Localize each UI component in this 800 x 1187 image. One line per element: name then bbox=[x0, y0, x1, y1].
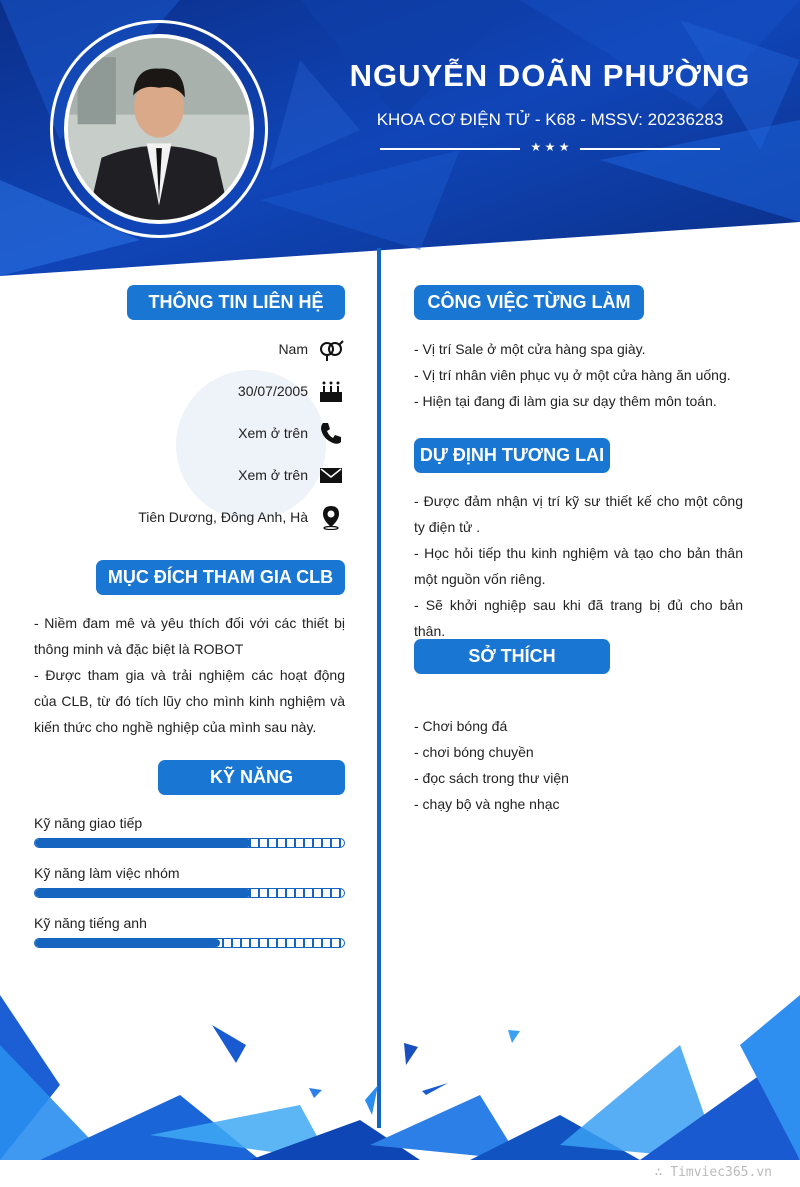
future-line-2: - Học hỏi tiếp thu kinh nghiệm và tạo cho bản thân một nguồn vốn riêng. bbox=[414, 545, 743, 587]
skill-bar-2 bbox=[34, 888, 345, 898]
work-line-1: - Vị trí Sale ở một cửa hàng spa giày. bbox=[414, 341, 646, 357]
skill-bar-3 bbox=[34, 938, 345, 948]
phone-icon bbox=[318, 420, 344, 446]
contact-email bbox=[238, 462, 344, 488]
hobbies-text bbox=[414, 713, 754, 817]
footer-brand: ∴ Timviec365.vn bbox=[654, 1165, 772, 1180]
purpose-line-1: - Niềm đam mê và yêu thích đối với các thiết bị thông minh và đặc biệt là ROBOT bbox=[34, 615, 345, 657]
work-section-title: CÔNG VIỆC TỪNG LÀM bbox=[414, 285, 644, 320]
bottom-decoration bbox=[0, 985, 800, 1165]
contact-address bbox=[138, 504, 344, 530]
hobby-line-2: - chơi bóng chuyền bbox=[414, 744, 534, 760]
contact-gender bbox=[278, 336, 344, 362]
work-line-2: - Vị trí nhân viên phục vụ ở một cửa hàng ăn uống. bbox=[414, 367, 731, 383]
skill-fill-1 bbox=[35, 839, 251, 847]
future-text bbox=[414, 488, 743, 644]
purpose-section-title: MỤC ĐÍCH THAM GIA CLB bbox=[96, 560, 345, 595]
stars-icon: ★ ★ ★ bbox=[530, 140, 570, 154]
contact-birthday-value: 30/07/2005 bbox=[237, 383, 308, 399]
hobby-line-3: - đọc sách trong thư viện bbox=[414, 770, 569, 786]
header-ornament bbox=[380, 140, 720, 160]
work-text bbox=[414, 336, 754, 414]
location-pin-icon bbox=[318, 504, 344, 530]
hobbies-section-title: SỞ THÍCH bbox=[414, 639, 610, 674]
purpose-line-2: - Được tham gia và trải nghiệm các hoạt động của CLB, từ đó tích lũy cho mình kinh nghiệm và kiến thức cho nghề nghiệp của mình sau này. bbox=[34, 667, 345, 735]
contact-phone-value: Xem ở trên bbox=[238, 425, 308, 441]
candidate-subtitle: KHOA CƠ ĐIỆN TỬ - K68 - MSSV: 20236283 bbox=[376, 110, 724, 129]
skill-label-2: Kỹ năng làm việc nhóm bbox=[34, 865, 180, 881]
purpose-text bbox=[34, 610, 345, 740]
footer bbox=[0, 1160, 800, 1187]
candidate-name: NGUYỄN DOÃN PHƯỜNG bbox=[349, 58, 751, 93]
gender-icon bbox=[318, 336, 344, 362]
skill-bar-1 bbox=[34, 838, 345, 848]
birthday-cake-icon bbox=[318, 378, 344, 404]
skill-label-3: Kỹ năng tiếng anh bbox=[34, 915, 147, 931]
future-line-1: - Được đảm nhận vị trí kỹ sư thiết kế cho một công ty điện tử . bbox=[414, 493, 743, 535]
future-line-3: - Sẽ khởi nghiệp sau khi đã trang bị đủ cho bản thân. bbox=[414, 597, 743, 639]
contact-email-value: Xem ở trên bbox=[238, 467, 308, 483]
skill-label-1: Kỹ năng giao tiếp bbox=[34, 815, 143, 831]
skill-fill-3 bbox=[35, 939, 220, 947]
work-line-3: - Hiện tại đang đi làm gia sư dạy thêm môn toán. bbox=[414, 393, 717, 409]
skills-section-title: KỸ NĂNG bbox=[158, 760, 345, 795]
hobby-line-1: - Chơi bóng đá bbox=[414, 718, 508, 734]
future-section-title: DỰ ĐỊNH TƯƠNG LAI bbox=[414, 438, 610, 473]
contact-address-value: Tiên Dương, Đông Anh, Hà bbox=[138, 509, 308, 525]
ornament-line-right bbox=[580, 148, 720, 150]
contact-gender-value: Nam bbox=[278, 341, 308, 357]
portrait-photo bbox=[68, 38, 250, 220]
envelope-icon bbox=[318, 462, 344, 488]
ornament-line-left bbox=[380, 148, 520, 150]
skill-fill-2 bbox=[35, 889, 251, 897]
hobby-line-4: - chạy bộ và nghe nhạc bbox=[414, 796, 560, 812]
contact-section-title: THÔNG TIN LIÊN HỆ bbox=[127, 285, 345, 320]
contact-phone bbox=[238, 420, 344, 446]
avatar bbox=[64, 34, 254, 224]
contact-birthday bbox=[238, 378, 344, 404]
